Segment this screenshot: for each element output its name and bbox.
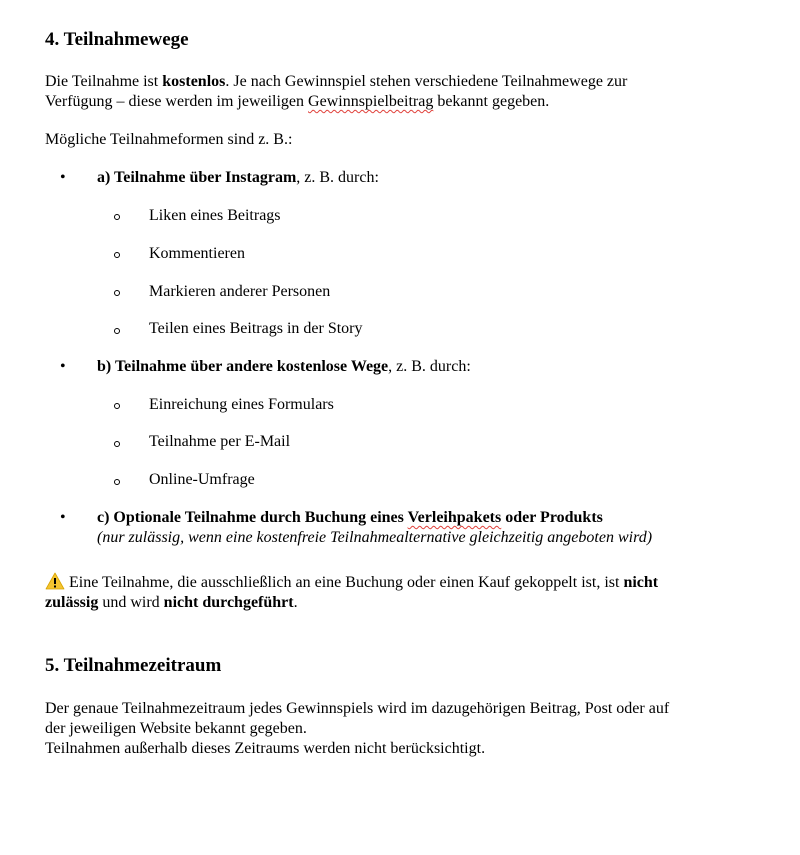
list-item: Teilen eines Beitrags in der Story [149,320,363,337]
circle-bullet-icon [114,290,120,296]
warning-paragraph: Eine Teilnahme, die ausschließlich an eine Buchung oder einen Kauf gekoppelt ist, ist nicht zulässig und wird nicht durchgeführt. [45,574,659,611]
option-c-note: (nur zulässig, wenn eine kostenfreie Teilnahmealternative gleichzeitig angeboten wird) [97,529,653,546]
section-4-heading: 4. Teilnahmewege [45,29,189,50]
list-item: Einreichung eines Formulars [149,396,334,413]
list-item: Kommentieren [149,245,245,262]
circle-bullet-icon [114,403,120,409]
option-a: a) Teilnahme über Instagram, z. B. durch: [97,169,379,186]
option-c: c) Optionale Teilnahme durch Buchung eines Verleihpakets oder Produkts (nur zulässig, wenn eine kostenfreie Teilnahmealternative gleichzeitig angeboten wird) [97,509,653,546]
spellcheck-word[interactable]: Verleihpakets [407,509,502,526]
bullet-icon: • [60,169,66,186]
list-item: Teilnahme per E-Mail [149,433,291,450]
bullet-icon: • [60,358,66,375]
circle-bullet-icon [114,479,120,485]
warning-icon [45,572,65,590]
spellcheck-word[interactable]: Gewinnspielbeitrag [308,93,434,110]
circle-bullet-icon [114,214,120,220]
list-item: Markieren anderer Personen [149,283,331,300]
forms-label: Mögliche Teilnahmeformen sind z. B.: [45,131,293,148]
list-item: Liken eines Beitrags [149,207,281,224]
circle-bullet-icon [114,441,120,447]
intro-paragraph: Die Teilnahme ist kostenlos. Je nach Gewinnspiel stehen verschiedene Teilnahmewege zur Verfügung – diese werden im jeweiligen Gewinnspielbeitrag bekannt gegeben. [45,73,628,110]
circle-bullet-icon [114,252,120,258]
list-item: Online-Umfrage [149,471,255,488]
bullet-icon: • [60,509,66,526]
option-b: b) Teilnahme über andere kostenlose Wege, z. B. durch: [97,358,471,375]
kostenlos-bold: kostenlos [162,73,226,90]
section-5-heading: 5. Teilnahmezeitraum [45,655,222,676]
period-paragraph: Der genaue Teilnahmezeitraum jedes Gewinnspiels wird im dazugehörigen Beitrag, Post oder auf der jeweiligen Website bekannt gegeben. Teilnahmen außerhalb dieses Zeitraums werden nicht berücksichtigt. [45,700,670,757]
circle-bullet-icon [114,328,120,334]
